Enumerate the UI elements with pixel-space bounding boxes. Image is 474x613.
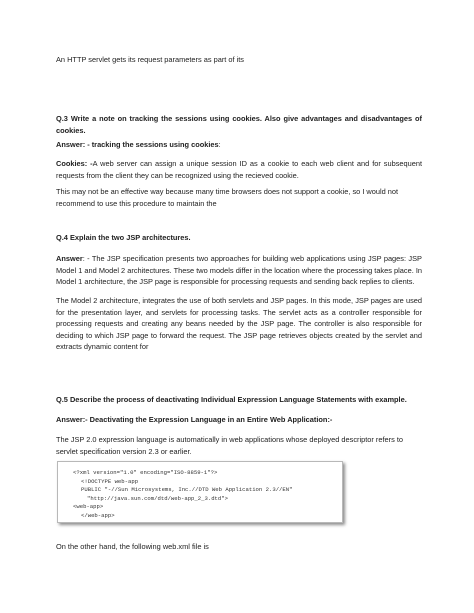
code-line: <web-app> [73,503,104,511]
code-line: "http://java.sun.com/dtd/web-app_2_3.dtd"> [87,494,228,502]
code-line: <!DOCTYPE web-app [81,477,139,485]
q3-cookies-term: Cookies: - [56,159,93,168]
q4-answer-label: Answer [56,254,83,263]
code-block [73,469,292,521]
q3-paragraph-2: This may not be an effective way because many time browsers does not support a cookie, so I would not recommend to use this procedure to maintain the [56,187,399,208]
q3-answer-suffix: : [218,140,221,149]
code-line: PUBLIC "-//Sun Microsystems, Inc.//DTD Web Application 2.3//EN" [81,486,293,494]
q3-cookies-paragraph [56,158,422,181]
code-line: </web-app> [81,511,115,519]
after-code-paragraph: On the other hand, the following web.xml file is [56,542,209,551]
q4-heading: Q.4 Explain the two JSP architectures. [56,233,191,242]
intro-paragraph: An HTTP servlet gets its request parameters as part of its [56,55,244,64]
q4-answer-paragraph [56,253,422,288]
q5-heading: Q.5 Describe the process of deactivating Individual Expression Language Statements with example. [56,395,407,404]
code-line: <?xml version="1.0" encoding="ISO-8859-1"?> [73,469,218,476]
q3-heading: Q.3 Write a note on tracking the sessions using cookies. Also give advantages and disadvantages of cookies. [56,114,422,135]
q3-answer-line [56,139,422,151]
q5-paragraph-1: The JSP 2.0 expression language is automatically in web applications whose deployed descriptor refers to servlet specification version 2.3 or earlier. [56,435,404,456]
q4-paragraph-2: The Model 2 architecture, integrates the use of both servlets and JSP pages. In this mode, JSP pages are used for the presentation layer, and servlets for processing tasks. The servlet acts as a controller responsible for processing requests and creating any beans needed by the JSP page. The controller is also responsible for deciding to which JSP page to forward the request. The JSP page retrieves objects created by the servlet and extracts dynamic content for [56,296,422,351]
q5-answer-label: Answer:- Deactivating the Expression Language in an Entire Web Application:- [56,415,333,424]
code-listing [57,461,343,523]
q3-cookies-text: A web server can assign a unique session ID as a cookie to each web client and for subsequent requests from the client they can be recognized using the recieved cookie. [56,159,422,180]
q4-answer-text: : - The JSP specification presents two approaches for building web applications using JSP pages: JSP Model 1 and Model 2 architectures. These two models differ in the location where the processing takes place. In Model 1 architecture, the JSP page is responsible for processing requests and sending back replies to clients. [56,254,422,286]
q3-answer-label: Answer: - tracking the sessions using cookies [56,140,219,149]
